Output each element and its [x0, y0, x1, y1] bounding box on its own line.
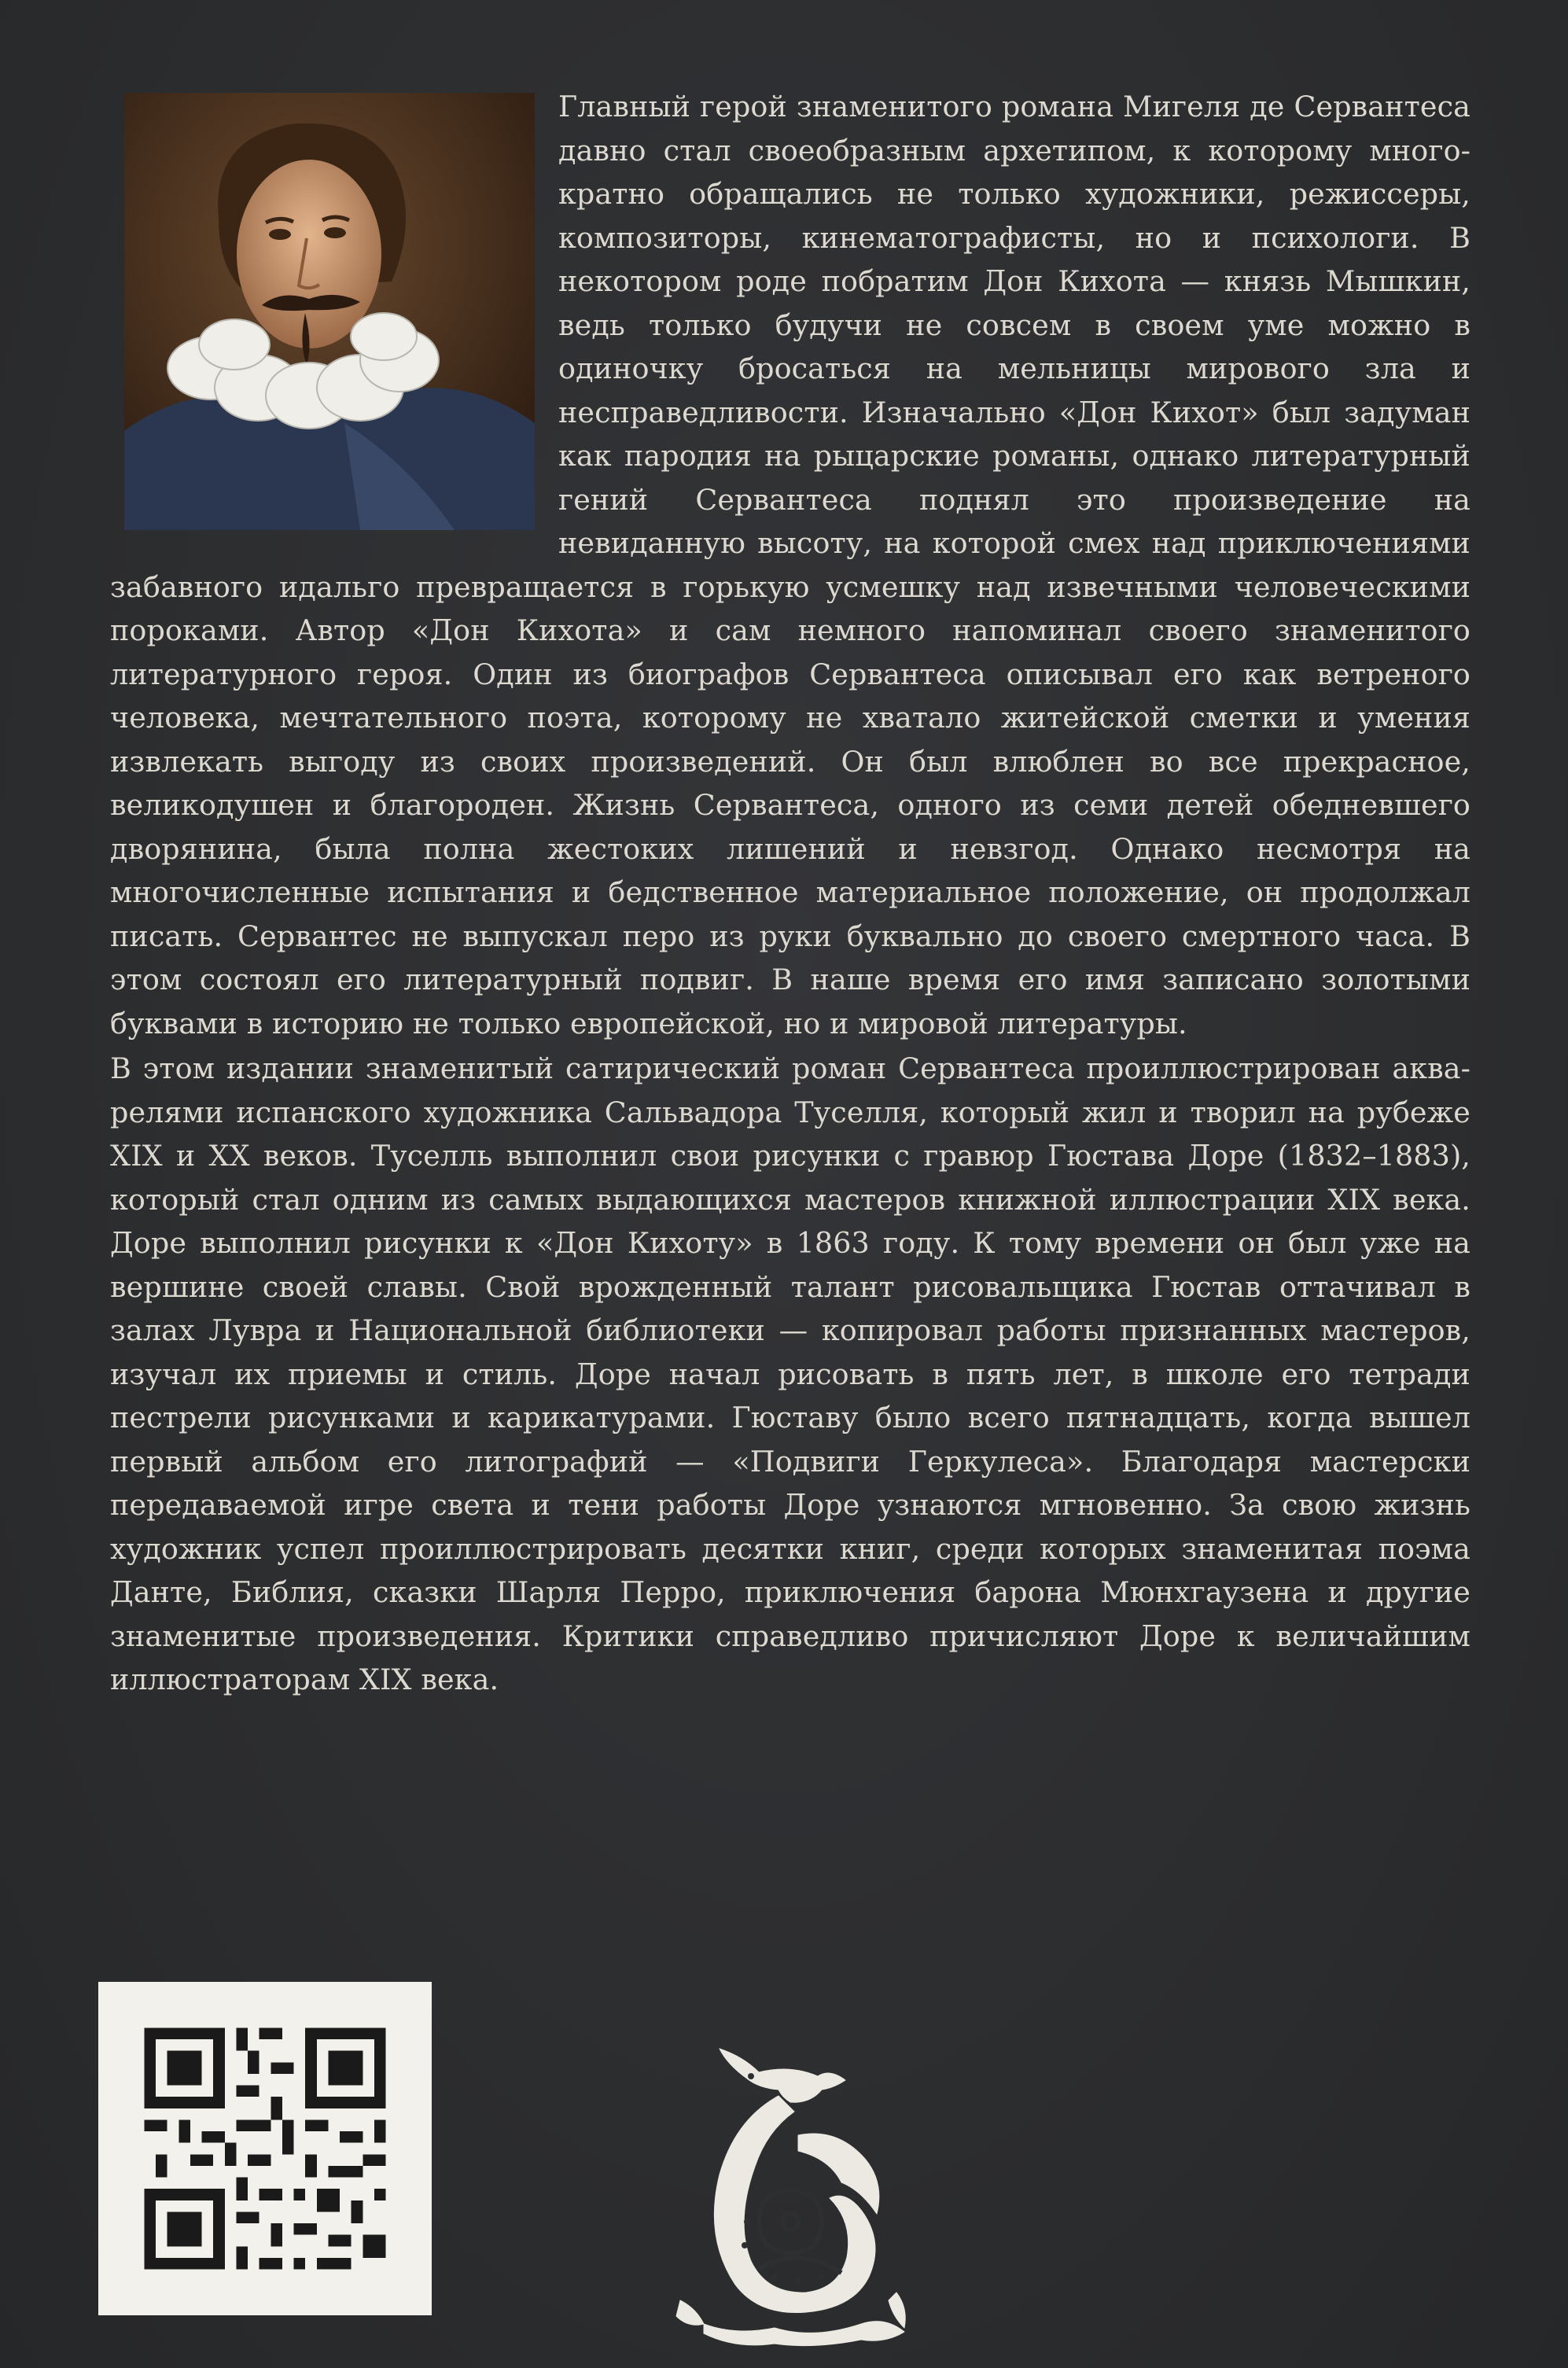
annotation-paragraph-1: Главный герой знаменитого романа Мигеля де Сервантеса давно стал своеобразным архетипом, к которому многократно обращались не только художники, режиссеры, композиторы, кинематографисты, но и психологи. В некотором роде побратим Дон Кихота — князь Мышкин, ведь только будучи не совсем в своем уме можно в одиночку бросаться на мельницы мирового зла и несправедливости. Изначально «Дон Кихот» был задуман как пародия на рыцарские романы, однако литературный гений Сервантеса поднял это произведение на невиданную высоту, на которой смех над приключениями забавного идальго превращается в горькую усмешку над извечными человеческими пороками. Автор «Дон Кихота» и сам немного напоминал своего знаменитого литературного героя. Один из биографов Сервантеса описывал его как ветреного человека, мечтательного поэта, которому не хватало житейской сметки и умения извлекать выгоду из своих произведений. Он был влюблен во все прекрасное, великодушен и благороден. Жизнь Сервантеса, одного из семи детей обедневшего дворянина, была полна жестоких лишений и невзгод. Однако несмотря на многочисленные испытания и бедственное материальное положение, он продолжал писать. Сервантес не выпускал перо из руки буквально до своего смертного часа. В этом состоял его литературный подвиг. В наше время его имя записано золотыми буквами в историю не только европейской, но и мировой литературы.: [110, 90, 1470, 1040]
dragon-logo-icon: [672, 2041, 920, 2351]
annotation-paragraph-2: В этом издании знаменитый сатирический роман Сервантеса проиллюстрирован акварелями испанского художника Сальвадора Туселля, который жил и творил на рубеже XIX и XX веков. Туселль выполнил свои рисунки с гравюр Гюстава Доре (1832–1883), который стал одним из самых выдающихся мастеров книжной иллюстрации XIX века. Доре выполнил рисунки к «Дон Кихоту» в 1863 году. К тому времени он был уже на вершине своей славы. Свой врожденный талант рисовальщика Гюстав оттачивал в залах Лувра и Национальной библиотеки — копировал работы признанных мастеров, изучал их приемы и стиль. Доре начал рисовать в пять лет, в школе его тетради пестрели рисунками и карикатурами. Гюставу было всего пятнадцать, когда вышел первый альбом его литографий — «Подвиги Геркулеса». Благодаря мастерски передаваемой игре света и тени работы Доре узнаются мгновенно. За свою жизнь художник успел проиллюстрировать десятки книг, среди которых знаменитая поэма Данте, Библия, сказки Шарля Перро, приключения барона Мюнхгаузена и другие знаменитые произведения. Критики справедливо причисляют Доре к величайшим иллюстраторам XIX века.: [110, 1051, 1470, 1696]
annotation-text-block: [110, 85, 1470, 1702]
qr-code-icon: [98, 1982, 432, 2315]
cervantes-portrait-image: [124, 93, 535, 530]
